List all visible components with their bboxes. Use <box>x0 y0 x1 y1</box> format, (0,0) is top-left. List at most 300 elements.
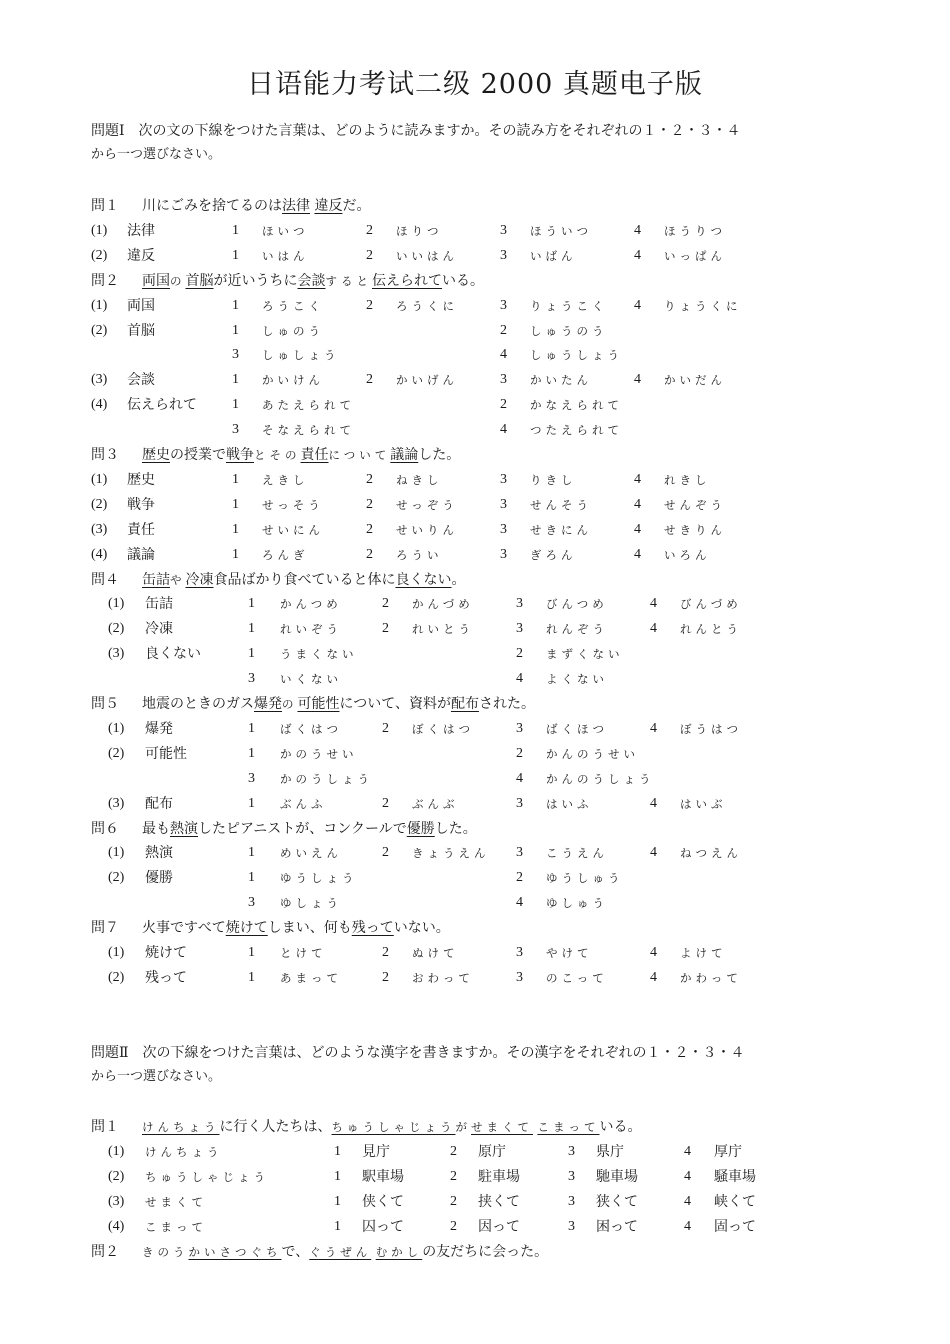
sentence-fragment: いる。 <box>599 1119 642 1135</box>
option-text: いっぱん <box>664 248 726 263</box>
option-text: 困って <box>596 1218 638 1235</box>
sentence-fragment: の友だちに会った。 <box>422 1243 549 1260</box>
underlined-word: 伝えられて <box>372 272 442 289</box>
answer-row <box>0 768 950 790</box>
option-number: 1 <box>232 322 239 338</box>
option-number: 4 <box>516 671 523 687</box>
option-text: かのうせい <box>280 746 358 761</box>
option-number: 1 <box>248 745 255 761</box>
option-number: 3 <box>500 297 507 313</box>
underlined-word: 配布 <box>450 696 479 712</box>
question-text <box>142 444 460 466</box>
option-text: 囚って <box>362 1218 404 1235</box>
underlined-word: むかし <box>375 1244 423 1259</box>
option-number: 2 <box>366 247 373 263</box>
option-text: いはん <box>262 248 309 263</box>
answer-row <box>0 1191 950 1213</box>
option-text: 見庁 <box>362 1143 390 1160</box>
underlined-word: 歴史 <box>142 447 170 463</box>
option-text: ろうい <box>396 547 443 562</box>
item-word: 焼けて <box>145 945 187 961</box>
question-number: 問４ <box>91 571 119 588</box>
item-label: (3) <box>108 795 125 811</box>
option-number: 2 <box>516 745 523 761</box>
option-text: かいげん <box>396 373 458 388</box>
question-sentence <box>0 818 950 840</box>
question-text <box>142 1241 548 1263</box>
option-number: 2 <box>450 1168 457 1184</box>
option-text: ばくほつ <box>546 721 608 736</box>
item-word: 可能性 <box>145 745 187 762</box>
underlined-word: 可能性 <box>297 696 340 712</box>
question-number: 問５ <box>91 696 119 712</box>
option-text: のこって <box>546 970 608 985</box>
option-number: 2 <box>450 1143 457 1159</box>
item-label: (2) <box>108 621 125 637</box>
sentence-fragment: した。 <box>418 447 461 463</box>
section-instruction: 問題Ⅱ 次の下線をつけた言葉は、どのような漢字を書きますか。その漢字をそれぞれの１・２・３・４ <box>91 1045 745 1061</box>
option-text: そなえられて <box>262 423 355 438</box>
option-text: せきりん <box>664 522 726 537</box>
option-text: 馳車場 <box>596 1168 638 1185</box>
option-text: ゆうしゅう <box>546 871 624 886</box>
option-text: かいたん <box>530 373 592 388</box>
underlined-word: けんちょう <box>142 1120 220 1134</box>
sentence-fragment: いない。 <box>393 920 450 937</box>
option-text: かのうしょう <box>280 771 373 786</box>
option-number: 2 <box>450 1193 457 1209</box>
option-text: しゅうのう <box>530 323 608 338</box>
option-text: せっぞう <box>396 497 458 512</box>
underlined-word: 焼けて <box>225 920 268 937</box>
underlined-word: 戦争 <box>226 447 254 463</box>
option-number: 4 <box>684 1168 691 1184</box>
item-label: (4) <box>91 546 108 562</box>
answer-row <box>0 668 950 690</box>
option-text: よけて <box>680 946 727 960</box>
item-word: 熱演 <box>145 845 173 862</box>
option-number: 1 <box>334 1143 341 1159</box>
option-number: 4 <box>684 1218 691 1234</box>
sentence-fragment: した。 <box>434 820 477 837</box>
option-text: かなえられて <box>530 398 623 413</box>
option-number: 2 <box>500 322 507 338</box>
option-number: 1 <box>232 222 239 238</box>
answer-row <box>0 519 950 541</box>
option-text: ぶんぶ <box>412 796 459 811</box>
question-sentence <box>0 1241 950 1263</box>
option-number: 4 <box>500 347 507 363</box>
option-text: れいとう <box>412 622 474 637</box>
option-text: いくない <box>280 672 342 687</box>
option-number: 3 <box>500 521 507 537</box>
item-word: 戦争 <box>127 496 155 513</box>
item-label: (1) <box>91 297 108 313</box>
section-instruction-cont: から一つ選びなさい。 <box>91 147 222 162</box>
underlined-word: せまくて <box>471 1120 533 1134</box>
item-label: (3) <box>91 372 108 388</box>
item-word: 缶詰 <box>145 596 173 613</box>
option-number: 4 <box>650 795 657 811</box>
question-number: 問２ <box>91 272 119 289</box>
option-text: ほうりつ <box>664 223 726 238</box>
option-number: 1 <box>232 471 239 487</box>
option-number: 4 <box>634 222 641 238</box>
sentence-fragment: だ。 <box>342 198 371 214</box>
item-label: (1) <box>108 845 125 861</box>
underlined-word: 両国 <box>142 272 170 289</box>
answer-row <box>0 344 950 366</box>
option-number: 3 <box>516 795 523 811</box>
question-sentence <box>0 569 950 591</box>
option-number: 2 <box>450 1218 457 1234</box>
section-instruction-cont: から一つ選びなさい。 <box>91 1069 222 1084</box>
underlined-word: 爆発 <box>254 696 282 712</box>
option-text: しゅうしょう <box>530 348 623 363</box>
answer-row <box>0 942 950 964</box>
option-number: 3 <box>248 671 255 687</box>
option-text: かんのうせい <box>546 746 639 761</box>
answer-row <box>0 842 950 864</box>
underlined-word: 冷凍 <box>185 571 214 588</box>
option-number: 4 <box>634 496 641 512</box>
question-text <box>142 1116 641 1138</box>
option-number: 3 <box>500 372 507 388</box>
item-word: 良くない <box>145 646 201 663</box>
option-text: せいにん <box>262 522 324 537</box>
option-text: こうえん <box>546 846 608 861</box>
option-number: 1 <box>334 1218 341 1234</box>
option-text: ろんぎ <box>262 547 309 562</box>
item-label: (3) <box>91 521 108 537</box>
option-number: 4 <box>650 596 657 612</box>
item-label: (1) <box>108 720 125 736</box>
item-word: 配布 <box>145 795 173 812</box>
option-number: 3 <box>516 720 523 736</box>
option-text: れんぞう <box>546 622 608 637</box>
option-text: 固って <box>714 1218 756 1235</box>
answer-row <box>0 718 950 740</box>
answer-row <box>0 643 950 665</box>
question-text <box>142 569 466 591</box>
option-text: 原庁 <box>478 1143 506 1160</box>
option-number: 4 <box>650 720 657 736</box>
option-text: はいぶ <box>680 796 727 811</box>
option-number: 1 <box>232 372 239 388</box>
option-text: よくない <box>546 672 608 687</box>
option-number: 3 <box>500 546 507 562</box>
page-title: 日语能力考试二级 2000 真题电子版 <box>247 69 703 100</box>
option-number: 1 <box>248 795 255 811</box>
option-number: 4 <box>500 422 507 438</box>
option-text: せいりん <box>396 522 458 537</box>
answer-row <box>0 867 950 889</box>
option-number: 1 <box>248 845 255 861</box>
option-text: ぼうはつ <box>680 721 742 736</box>
answer-row <box>0 494 950 516</box>
option-number: 2 <box>366 471 373 487</box>
option-number: 3 <box>568 1193 575 1209</box>
item-label: (1) <box>108 596 125 612</box>
option-text: せんぞう <box>664 497 726 512</box>
option-number: 4 <box>650 969 657 985</box>
sentence-fragment: 地震のときのガス <box>142 696 254 712</box>
option-number: 1 <box>248 870 255 886</box>
question-number: 問２ <box>91 1243 119 1260</box>
answer-row <box>0 544 950 566</box>
item-word: 法律 <box>127 222 155 239</box>
answer-row <box>0 593 950 615</box>
item-label: (1) <box>108 1143 125 1159</box>
option-text: りきし <box>530 472 577 487</box>
option-text: びんつめ <box>546 597 608 612</box>
underlined-word: 残って <box>351 920 394 937</box>
option-text: ぎろん <box>530 547 577 562</box>
underlined-word: 良くない <box>395 571 452 588</box>
underlined-word: 違反 <box>314 198 343 214</box>
option-number: 3 <box>516 969 523 985</box>
answer-row <box>0 967 950 989</box>
answer-row <box>0 1166 950 1188</box>
option-text: せきにん <box>530 522 592 537</box>
underlined-word: ちゅうしゃじょう <box>331 1120 456 1134</box>
option-text: かいけん <box>262 373 324 388</box>
item-word: 歴史 <box>127 471 155 488</box>
item-label: (2) <box>91 496 108 512</box>
answer-row <box>0 1216 950 1238</box>
item-word: こまって <box>145 1219 207 1234</box>
option-number: 4 <box>650 621 657 637</box>
question-sentence <box>0 917 950 939</box>
sentence-fragment: が <box>455 1120 471 1134</box>
option-text: れんとう <box>680 622 742 637</box>
option-text: 因って <box>478 1218 520 1235</box>
option-text: 狭くて <box>596 1193 638 1210</box>
option-number: 1 <box>334 1193 341 1209</box>
answer-row <box>0 892 950 914</box>
option-number: 2 <box>382 621 389 637</box>
question-number: 問７ <box>91 920 119 937</box>
sentence-fragment: 最も <box>142 820 170 837</box>
question-number: 問１ <box>91 1119 119 1135</box>
option-number: 4 <box>634 372 641 388</box>
option-number: 1 <box>232 496 239 512</box>
option-number: 4 <box>634 247 641 263</box>
answer-row <box>0 743 950 765</box>
item-word: 議論 <box>127 546 155 563</box>
option-text: れきし <box>664 472 711 487</box>
question-sentence <box>0 693 950 715</box>
answer-row <box>0 1141 950 1163</box>
option-number: 3 <box>568 1168 575 1184</box>
item-label: (2) <box>108 870 125 886</box>
option-number: 3 <box>568 1218 575 1234</box>
option-number: 3 <box>232 347 239 363</box>
option-text: いいはん <box>396 248 458 263</box>
option-text: えきし <box>262 472 309 487</box>
item-label: (3) <box>108 1193 125 1209</box>
option-number: 1 <box>334 1168 341 1184</box>
option-number: 4 <box>634 471 641 487</box>
option-text: ぶんふ <box>280 796 327 811</box>
answer-row <box>0 793 950 815</box>
sentence-fragment: 川にごみを捨てるのは <box>142 198 282 214</box>
sentence-fragment: について、資料が <box>339 696 451 712</box>
question-sentence <box>0 270 950 292</box>
item-label: (2) <box>108 745 125 761</box>
option-number: 4 <box>650 845 657 861</box>
option-text: しゅのう <box>262 323 324 338</box>
option-number: 3 <box>500 496 507 512</box>
underlined-word: ぐうぜん <box>309 1244 372 1259</box>
sentence-fragment: 食品ばかり食べていると体に <box>213 571 396 588</box>
option-text: かんのうしょう <box>546 771 655 786</box>
sentence-fragment: したピアニストが、コンクールで <box>198 820 407 837</box>
option-number: 2 <box>366 222 373 238</box>
option-text: ねきし <box>396 472 443 487</box>
item-label: (1) <box>91 222 108 238</box>
option-text: まずくない <box>546 647 624 662</box>
sentence-fragment: すると <box>325 273 372 288</box>
option-number: 2 <box>366 372 373 388</box>
option-number: 1 <box>248 720 255 736</box>
question-sentence <box>0 195 950 217</box>
option-text: あたえられて <box>262 398 355 413</box>
item-word: 伝えられて <box>127 397 197 414</box>
option-text: うまくない <box>280 647 358 662</box>
option-text: ばくはつ <box>280 721 342 736</box>
option-number: 2 <box>382 969 389 985</box>
question-text <box>142 693 535 715</box>
option-text: おわって <box>412 970 474 985</box>
option-number: 2 <box>516 870 523 886</box>
option-text: 挟くて <box>478 1193 520 1210</box>
option-number: 3 <box>500 247 507 263</box>
item-word: 爆発 <box>145 720 173 737</box>
answer-row <box>0 469 950 491</box>
underlined-word: 議論 <box>390 447 419 463</box>
option-number: 3 <box>248 770 255 786</box>
underlined-word: こまって <box>537 1120 600 1134</box>
option-number: 1 <box>248 945 255 960</box>
option-number: 2 <box>382 596 389 612</box>
option-number: 3 <box>516 845 523 861</box>
option-number: 4 <box>684 1193 691 1209</box>
option-number: 4 <box>634 297 641 313</box>
item-word: けんちょう <box>145 1144 223 1159</box>
item-label: (4) <box>91 397 108 413</box>
option-text: びんづめ <box>680 597 742 612</box>
option-text: やけて <box>546 946 593 960</box>
option-text: かいだん <box>664 373 726 388</box>
item-word: 優勝 <box>145 870 173 887</box>
option-text: ゆしょう <box>280 896 342 911</box>
option-number: 1 <box>248 969 255 985</box>
option-text: せっそう <box>262 497 324 512</box>
option-number: 1 <box>232 397 239 413</box>
item-word: 会談 <box>127 372 155 389</box>
option-text: いばん <box>530 248 577 263</box>
option-number: 1 <box>232 297 239 313</box>
option-text: あまって <box>280 970 342 985</box>
answer-row <box>0 394 950 416</box>
sentence-fragment: について <box>328 448 391 462</box>
option-number: 2 <box>382 720 389 736</box>
underlined-word: 優勝 <box>406 820 435 837</box>
option-text: つたえられて <box>530 423 623 438</box>
option-text: とけて <box>280 946 327 960</box>
option-number: 2 <box>382 795 389 811</box>
underlined-word: 法律 <box>282 198 310 214</box>
option-text: めいえん <box>280 846 342 861</box>
underlined-word: 首脳 <box>185 272 214 289</box>
option-text: 騒車場 <box>714 1168 756 1185</box>
section-instruction: 問題Ⅰ 次の文の下線をつけた言葉は、どのように読みますか。その読み方をそれぞれの１・２・３・４ <box>91 123 741 139</box>
option-number: 3 <box>568 1143 575 1159</box>
item-label: (2) <box>108 1168 125 1184</box>
question-number: 問１ <box>91 198 119 214</box>
question-sentence <box>0 1116 950 1138</box>
question-text <box>142 270 484 292</box>
option-text: はいふ <box>546 796 593 811</box>
underlined-word: 缶詰 <box>142 571 170 588</box>
underlined-word: かいさつぐち <box>188 1244 282 1259</box>
option-number: 4 <box>516 770 523 786</box>
item-word: 違反 <box>127 247 155 264</box>
option-number: 4 <box>634 546 641 562</box>
option-text: いろん <box>664 547 711 562</box>
answer-row <box>0 320 950 342</box>
option-text: れいぞう <box>280 622 342 637</box>
answer-row <box>0 245 950 267</box>
sentence-fragment: で、 <box>281 1243 310 1260</box>
option-text: ねつえん <box>680 846 742 861</box>
sentence-fragment: の授業で <box>170 447 226 463</box>
option-number: 1 <box>248 646 255 662</box>
option-number: 4 <box>684 1143 691 1159</box>
option-text: ほりつ <box>396 223 443 238</box>
option-number: 2 <box>366 546 373 562</box>
option-text: ろうこく <box>262 298 324 313</box>
option-text: しゅしょう <box>262 348 340 363</box>
item-label: (4) <box>108 1218 125 1234</box>
option-number: 4 <box>516 895 523 911</box>
option-text: 駐車場 <box>478 1168 520 1185</box>
answer-row <box>0 220 950 242</box>
sentence-fragment: いる。 <box>442 272 484 289</box>
item-label: (1) <box>91 471 108 487</box>
answer-row <box>0 618 950 640</box>
sentence-fragment: された。 <box>478 696 535 712</box>
option-number: 4 <box>650 945 657 960</box>
option-text: かんづめ <box>412 597 474 612</box>
option-text: ほいつ <box>262 223 309 238</box>
option-text: ほういつ <box>530 223 592 238</box>
option-number: 2 <box>516 646 523 662</box>
option-number: 3 <box>248 895 255 911</box>
sentence-fragment: 。 <box>451 571 466 588</box>
option-number: 1 <box>232 546 239 562</box>
underlined-word: 会談 <box>297 272 326 289</box>
option-text: きょうえん <box>412 846 490 861</box>
option-number: 1 <box>248 621 255 637</box>
question-text <box>142 818 477 840</box>
option-number: 2 <box>366 521 373 537</box>
question-sentence <box>0 444 950 466</box>
item-label: (2) <box>108 969 125 985</box>
option-number: 4 <box>634 521 641 537</box>
item-word: ちゅうしゃじょう <box>145 1169 269 1184</box>
